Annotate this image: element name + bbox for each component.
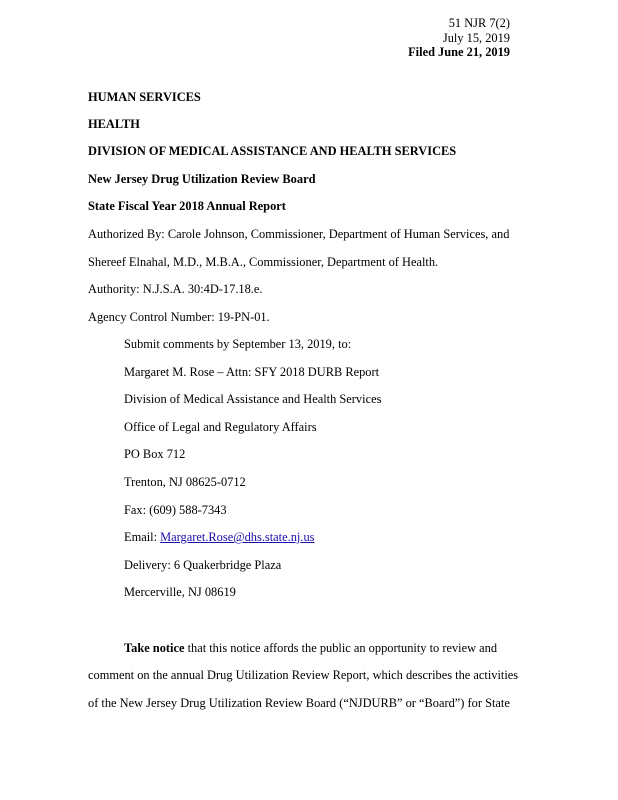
issue-date: July 15, 2019 <box>442 31 510 45</box>
agency2-heading: HEALTH <box>88 117 140 131</box>
board-heading: New Jersey Drug Utilization Review Board <box>88 172 316 186</box>
comments-po-box: PO Box 712 <box>124 447 186 461</box>
agency-heading: HUMAN SERVICES <box>88 90 201 104</box>
comments-delivery: Delivery: 6 Quakerbridge Plaza <box>124 558 282 572</box>
comments-fax: Fax: (609) 588-7343 <box>124 503 227 517</box>
comments-city: Trenton, NJ 08625-0712 <box>124 475 246 489</box>
agency-control-number: Agency Control Number: 19-PN-01. <box>88 310 270 324</box>
report-heading: State Fiscal Year 2018 Annual Report <box>88 199 286 213</box>
citation: 51 NJR 7(2) <box>448 16 510 30</box>
comments-attn: Margaret M. Rose – Attn: SFY 2018 DURB Report <box>124 365 380 379</box>
comments-delivery-city: Mercerville, NJ 08619 <box>124 585 236 599</box>
notice-line2: comment on the annual Drug Utilization Review Report, which describes the activities <box>88 668 519 682</box>
comments-division: Division of Medical Assistance and Health Services <box>124 392 382 406</box>
notice-line1-rest: that this notice affords the public an opportunity to review and <box>184 641 498 655</box>
authorized-by-line2: Shereef Elnahal, M.D., M.B.A., Commissioner, Department of Health. <box>88 255 439 269</box>
authorized-by-line1: Authorized By: Carole Johnson, Commissioner, Department of Human Services, and <box>88 227 510 241</box>
division-heading: DIVISION OF MEDICAL ASSISTANCE AND HEALTH SERVICES <box>88 144 457 158</box>
email-link[interactable]: Margaret.Rose@dhs.state.nj.us <box>160 530 315 544</box>
filed-date: Filed June 21, 2019 <box>408 45 510 59</box>
notice-line3: of the New Jersey Drug Utilization Review Board (“NJDURB” or “Board”) for State <box>88 696 510 710</box>
comments-intro: Submit comments by September 13, 2019, to: <box>124 337 352 351</box>
comments-email-line <box>124 530 314 545</box>
comments-office: Office of Legal and Regulatory Affairs <box>124 420 317 434</box>
notice-line1 <box>124 641 497 656</box>
notice-lead: Take notice <box>124 641 185 655</box>
authority: Authority: N.J.S.A. 30:4D-17.18.e. <box>88 282 263 296</box>
email-label: Email: <box>124 530 161 544</box>
